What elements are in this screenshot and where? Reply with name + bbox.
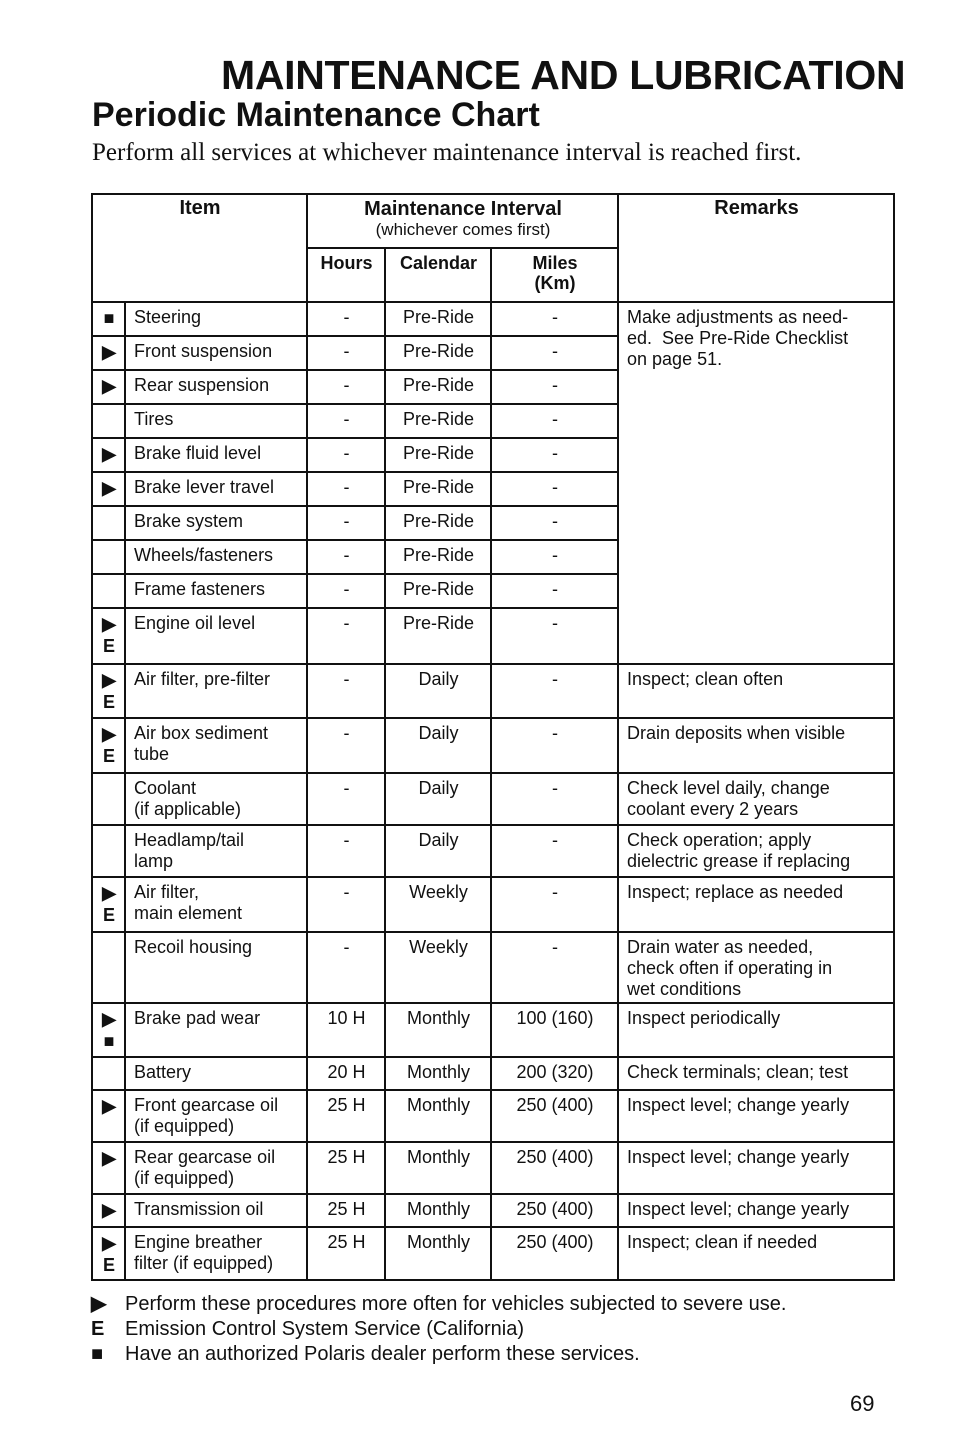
item-label: Headlamp/tail [134, 830, 245, 850]
miles-cell: 250 (400) [491, 1227, 618, 1280]
calendar-cell: Pre-Ride [385, 404, 491, 438]
miles-cell: - [491, 370, 618, 404]
remarks-cell [618, 1194, 894, 1227]
miles-cell: - [491, 718, 618, 773]
miles-cell: 250 (400) [491, 1194, 618, 1227]
remark-line: Inspect level; change yearly [627, 1199, 850, 1219]
item-label: Brake fluid level [134, 443, 262, 463]
item-cell [125, 370, 307, 404]
item-cell [125, 574, 307, 608]
item-cell [125, 438, 307, 472]
item-label: main element [134, 903, 243, 923]
hours-cell: - [307, 608, 385, 664]
remark-line: Inspect level; change yearly [627, 1095, 850, 1115]
item-cell [125, 1227, 307, 1280]
calendar-cell: Daily [385, 825, 491, 877]
calendar-cell: Daily [385, 664, 491, 718]
item-label: Front gearcase oil [134, 1095, 279, 1115]
calendar-cell: Daily [385, 718, 491, 773]
triangle-icon: ▶ [102, 670, 116, 690]
miles-cell: 250 (400) [491, 1090, 618, 1142]
row-marker [92, 1227, 125, 1280]
triangle-icon: ▶ [102, 614, 116, 634]
triangle-icon: ▶ [102, 376, 116, 396]
legend-text: Perform these procedures more often for vehicles subjected to severe use. [125, 1293, 787, 1315]
calendar-cell: Monthly [385, 1003, 491, 1057]
section-title: Periodic Maintenance Chart [92, 96, 540, 134]
item-cell [125, 932, 307, 1003]
remark-line: Make adjustments as need- [627, 307, 849, 327]
item-label: Frame fasteners [134, 579, 266, 599]
header-miles-unit: (Km) [534, 273, 576, 293]
remark-line: Inspect periodically [627, 1008, 781, 1028]
remarks-cell [618, 773, 894, 825]
emission-marker: E [102, 636, 115, 656]
hours-cell: - [307, 438, 385, 472]
hours-cell: - [307, 404, 385, 438]
calendar-cell: Monthly [385, 1090, 491, 1142]
triangle-icon: ▶ [102, 478, 116, 498]
remarks-cell [618, 932, 894, 1003]
remark-line: check often if operating in [627, 958, 833, 978]
legend-text: Emission Control System Service (California) [125, 1318, 525, 1340]
remark-line: wet conditions [627, 979, 742, 999]
miles-cell: - [491, 438, 618, 472]
miles-cell: - [491, 773, 618, 825]
item-cell [125, 1003, 307, 1057]
row-marker [92, 336, 125, 370]
miles-cell: - [491, 540, 618, 574]
remark-line: dielectric grease if replacing [627, 851, 851, 871]
item-label: (if equipped) [134, 1116, 235, 1136]
hours-cell: - [307, 302, 385, 336]
miles-cell: - [491, 506, 618, 540]
calendar-cell: Daily [385, 773, 491, 825]
table-row [92, 773, 894, 825]
item-cell [125, 336, 307, 370]
triangle-icon: ▶ [102, 342, 116, 362]
miles-cell: 250 (400) [491, 1142, 618, 1194]
maintenance-chart [91, 193, 895, 1281]
remark-line: Check level daily, change [627, 778, 830, 798]
table-row [92, 302, 894, 336]
hours-cell: - [307, 718, 385, 773]
header-item: Item [92, 194, 307, 302]
triangle-icon: ▶ [102, 1200, 116, 1220]
row-marker [92, 825, 125, 877]
remark-line: Check terminals; clean; test [627, 1062, 849, 1082]
miles-cell: - [491, 825, 618, 877]
item-label: Air filter, pre-filter [134, 669, 271, 689]
remark-line: coolant every 2 years [627, 799, 799, 819]
row-marker [92, 438, 125, 472]
remark-line: Drain water as needed, [627, 937, 814, 957]
remarks-cell [618, 718, 894, 773]
item-label: Air box sediment [134, 723, 269, 743]
row-marker [92, 877, 125, 932]
header-miles [491, 248, 618, 302]
remarks-cell [618, 1227, 894, 1280]
item-label: Wheels/fasteners [134, 545, 274, 565]
row-marker [92, 1142, 125, 1194]
table-row [92, 1142, 894, 1194]
square-icon: ■ [103, 308, 115, 328]
hours-cell: - [307, 932, 385, 1003]
row-marker [92, 773, 125, 825]
miles-cell: - [491, 472, 618, 506]
item-label: Brake system [134, 511, 244, 531]
item-cell [125, 608, 307, 664]
emission-marker: E [102, 746, 115, 766]
item-label: Front suspension [134, 341, 273, 361]
calendar-cell: Weekly [385, 877, 491, 932]
item-label: tube [134, 744, 170, 764]
calendar-cell: Pre-Ride [385, 438, 491, 472]
row-marker [92, 1057, 125, 1090]
table-row [92, 932, 894, 1003]
item-label: Recoil housing [134, 937, 253, 957]
triangle-icon: ▶ [102, 883, 116, 903]
remark-line: on page 51. [627, 349, 723, 369]
calendar-cell: Pre-Ride [385, 302, 491, 336]
item-label: Steering [134, 307, 202, 327]
item-cell [125, 472, 307, 506]
calendar-cell: Monthly [385, 1057, 491, 1090]
item-label: Transmission oil [134, 1199, 264, 1219]
shared-remarks-cell [618, 302, 894, 664]
square-icon: ■ [91, 1343, 104, 1365]
item-cell [125, 506, 307, 540]
header-miles-label: Miles [532, 253, 578, 273]
hours-cell: - [307, 336, 385, 370]
remark-line: Check operation; apply [627, 830, 812, 850]
triangle-icon: ▶ [102, 444, 116, 464]
table-row [92, 718, 894, 773]
triangle-icon: ▶ [102, 724, 116, 744]
hours-cell: 25 H [307, 1194, 385, 1227]
remark-line: Inspect; clean often [627, 669, 784, 689]
header-hours: Hours [307, 248, 385, 302]
miles-cell: - [491, 574, 618, 608]
item-label: Rear gearcase oil [134, 1147, 276, 1167]
item-cell [125, 404, 307, 438]
header-interval-note: (whichever comes first) [375, 220, 551, 239]
remark-line: Inspect; clean if needed [627, 1232, 818, 1252]
calendar-cell: Pre-Ride [385, 506, 491, 540]
remarks-cell [618, 877, 894, 932]
table-row [92, 1003, 894, 1057]
calendar-cell: Pre-Ride [385, 540, 491, 574]
miles-cell: - [491, 932, 618, 1003]
row-marker [92, 608, 125, 664]
table-row [92, 664, 894, 718]
intro-text: Perform all services at whichever maintenance interval is reached first. [92, 139, 802, 166]
calendar-cell: Monthly [385, 1142, 491, 1194]
row-marker [92, 664, 125, 718]
item-label: Brake pad wear [134, 1008, 261, 1028]
miles-cell: 100 (160) [491, 1003, 618, 1057]
legend-item-dealer [91, 1342, 786, 1367]
remarks-cell [618, 825, 894, 877]
table-row [92, 877, 894, 932]
triangle-icon: ▶ [102, 1233, 116, 1253]
calendar-cell: Pre-Ride [385, 574, 491, 608]
hours-cell: - [307, 506, 385, 540]
triangle-icon: ▶ [102, 1148, 116, 1168]
calendar-cell: Pre-Ride [385, 472, 491, 506]
miles-cell: - [491, 302, 618, 336]
row-marker [92, 370, 125, 404]
hours-cell: - [307, 540, 385, 574]
item-label: (if equipped) [134, 1168, 235, 1188]
item-label: Air filter, [134, 882, 200, 902]
hours-cell: - [307, 825, 385, 877]
legend [91, 1292, 786, 1367]
header-interval-label: Maintenance Interval [364, 198, 562, 220]
legend-item-severe [91, 1292, 786, 1317]
remarks-cell [618, 1057, 894, 1090]
remark-line: ed. See Pre-Ride Checklist [627, 328, 849, 348]
remark-line: Inspect level; change yearly [627, 1147, 850, 1167]
item-label: Engine oil level [134, 613, 256, 633]
chart-body [92, 302, 894, 1280]
calendar-cell: Monthly [385, 1227, 491, 1280]
hours-cell: 25 H [307, 1090, 385, 1142]
table-row [92, 1057, 894, 1090]
emission-marker: E [102, 1255, 115, 1275]
header-remarks: Remarks [618, 194, 894, 302]
item-cell [125, 1057, 307, 1090]
hours-cell: - [307, 664, 385, 718]
row-marker [92, 1194, 125, 1227]
triangle-icon: ▶ [102, 1096, 116, 1116]
miles-cell: - [491, 404, 618, 438]
item-label: Battery [134, 1062, 192, 1082]
item-cell [125, 773, 307, 825]
hours-cell: - [307, 370, 385, 404]
legend-text: Have an authorized Polaris dealer perform these services. [125, 1343, 640, 1365]
legend-item-emission [91, 1317, 786, 1342]
table-row [92, 825, 894, 877]
item-label: (if applicable) [134, 799, 242, 819]
item-cell [125, 718, 307, 773]
page-number: 69 [850, 1391, 875, 1416]
hours-cell: - [307, 773, 385, 825]
calendar-cell: Monthly [385, 1194, 491, 1227]
remark-line: Drain deposits when visible [627, 723, 846, 743]
hours-cell: - [307, 877, 385, 932]
header-calendar: Calendar [385, 248, 491, 302]
table-row [92, 1090, 894, 1142]
row-marker [92, 472, 125, 506]
hours-cell: - [307, 472, 385, 506]
item-cell [125, 825, 307, 877]
row-marker [92, 506, 125, 540]
row-marker [92, 1003, 125, 1057]
item-label: Tires [134, 409, 174, 429]
item-label: Engine breather [134, 1232, 263, 1252]
square-icon: ■ [103, 1031, 115, 1051]
item-cell [125, 1090, 307, 1142]
item-label: Coolant [134, 778, 197, 798]
table-row [92, 1194, 894, 1227]
table-row [92, 1227, 894, 1280]
page-title: MAINTENANCE AND LUBRICATION [221, 52, 906, 98]
hours-cell: - [307, 574, 385, 608]
miles-cell: - [491, 877, 618, 932]
remark-line: Inspect; replace as needed [627, 882, 844, 902]
item-cell [125, 302, 307, 336]
row-marker [92, 404, 125, 438]
calendar-cell: Pre-Ride [385, 370, 491, 404]
item-cell [125, 664, 307, 718]
row-marker [92, 1090, 125, 1142]
miles-cell: - [491, 664, 618, 718]
item-cell [125, 1142, 307, 1194]
miles-cell: - [491, 336, 618, 370]
hours-cell: 25 H [307, 1142, 385, 1194]
calendar-cell: Pre-Ride [385, 608, 491, 664]
remarks-cell [618, 664, 894, 718]
row-marker [92, 932, 125, 1003]
item-label: lamp [134, 851, 174, 871]
row-marker [92, 540, 125, 574]
item-label: filter (if equipped) [134, 1253, 274, 1273]
emission-marker: E [91, 1318, 105, 1340]
hours-cell: 10 H [307, 1003, 385, 1057]
item-cell [125, 877, 307, 932]
emission-marker: E [102, 692, 115, 712]
miles-cell: - [491, 608, 618, 664]
calendar-cell: Weekly [385, 932, 491, 1003]
emission-marker: E [102, 905, 115, 925]
header-interval [307, 194, 618, 248]
triangle-icon: ▶ [91, 1293, 107, 1315]
remarks-cell [618, 1142, 894, 1194]
row-marker [92, 718, 125, 773]
calendar-cell: Pre-Ride [385, 336, 491, 370]
row-marker [92, 302, 125, 336]
hours-cell: 25 H [307, 1227, 385, 1280]
remarks-cell [618, 1090, 894, 1142]
item-cell [125, 1194, 307, 1227]
triangle-icon: ▶ [102, 1009, 116, 1029]
item-cell [125, 540, 307, 574]
row-marker [92, 574, 125, 608]
item-label: Brake lever travel [134, 477, 275, 497]
remarks-cell [618, 1003, 894, 1057]
item-label: Rear suspension [134, 375, 270, 395]
hours-cell: 20 H [307, 1057, 385, 1090]
miles-cell: 200 (320) [491, 1057, 618, 1090]
